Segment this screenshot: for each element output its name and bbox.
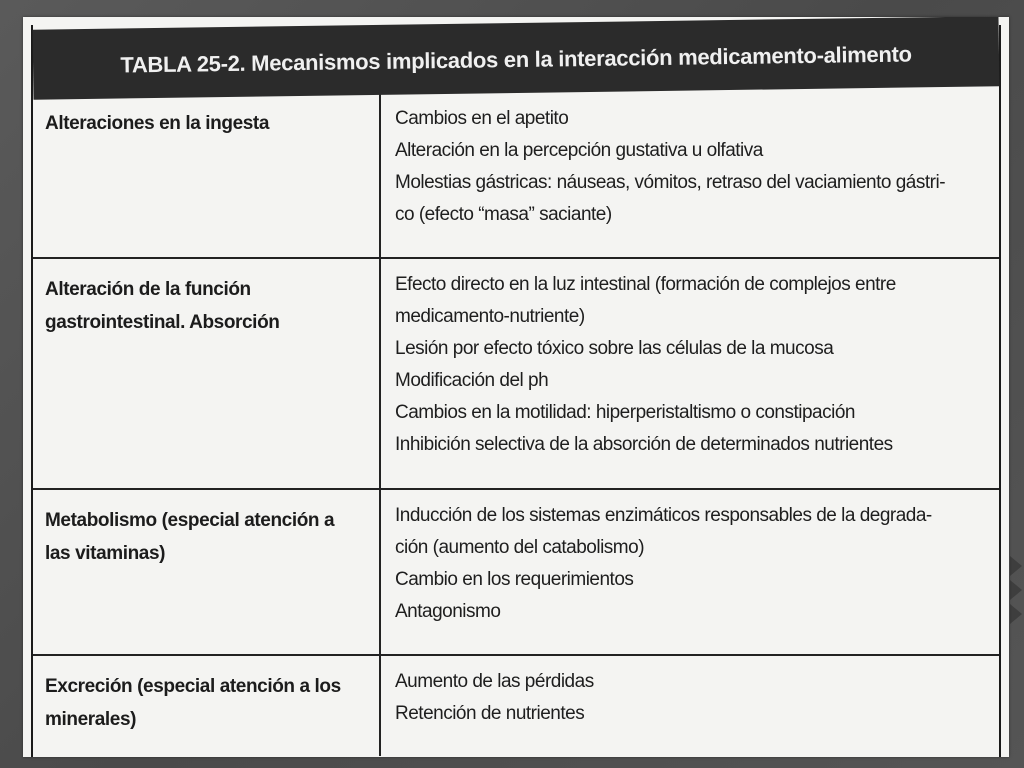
table-row	[33, 93, 999, 259]
row-items	[381, 259, 999, 488]
row-item: Efecto directo en la luz intestinal (formación de complejos entre	[395, 274, 896, 295]
row-label	[33, 656, 381, 756]
row-label	[33, 490, 381, 654]
row-label-line: gastrointestinal. Absorción	[45, 312, 280, 333]
row-item: Lesión por efecto tóxico sobre las células de la mucosa	[395, 338, 834, 359]
row-label-line: las vitaminas)	[45, 543, 166, 564]
row-label-line: Alteraciones en la ingesta	[45, 113, 270, 134]
row-item: co (efecto “masa” saciante)	[395, 204, 612, 225]
row-items	[381, 490, 999, 654]
row-item: Molestias gástricas: náuseas, vómitos, retraso del vaciamiento gástri-	[395, 172, 946, 193]
row-label	[33, 93, 381, 257]
interaction-mechanisms-table	[31, 25, 1001, 757]
row-item: Cambio en los requerimientos	[395, 569, 634, 590]
row-item: Antagonismo	[395, 601, 501, 622]
row-label-line: Alteración de la función	[45, 279, 251, 300]
row-item: Retención de nutrientes	[395, 703, 585, 724]
slide-chevron-icon	[1010, 580, 1022, 600]
slide-chevron-icon	[1010, 556, 1022, 576]
row-label-line: Metabolismo (especial atención a	[45, 510, 335, 531]
row-label	[33, 259, 381, 488]
row-item: ción (aumento del catabolismo)	[395, 537, 645, 558]
row-items	[381, 656, 999, 756]
table-row	[33, 259, 999, 490]
slide-chevron-icon	[1010, 604, 1022, 624]
row-item: Cambios en la motilidad: hiperperistaltismo o constipación	[395, 402, 855, 423]
row-label-line: minerales)	[45, 709, 137, 730]
row-item: Aumento de las pérdidas	[395, 671, 594, 692]
row-items	[381, 93, 999, 257]
scanned-page	[23, 17, 1009, 757]
row-item: Modificación del ph	[395, 370, 549, 391]
table-row	[33, 656, 999, 756]
row-item: Inducción de los sistemas enzimáticos responsables de la degrada-	[395, 505, 932, 526]
row-item: Inhibición selectiva de la absorción de determinados nutrientes	[395, 434, 893, 455]
table-title: TABLA 25-2. Mecanismos implicados en la interacción medicamento-alimento	[33, 17, 1000, 100]
row-label-line: Excreción (especial atención a los	[45, 676, 341, 697]
row-item: Cambios en el apetito	[395, 108, 569, 129]
row-item: Alteración en la percepción gustativa u olfativa	[395, 140, 763, 161]
row-item: medicamento-nutriente)	[395, 306, 585, 327]
table-row	[33, 490, 999, 656]
